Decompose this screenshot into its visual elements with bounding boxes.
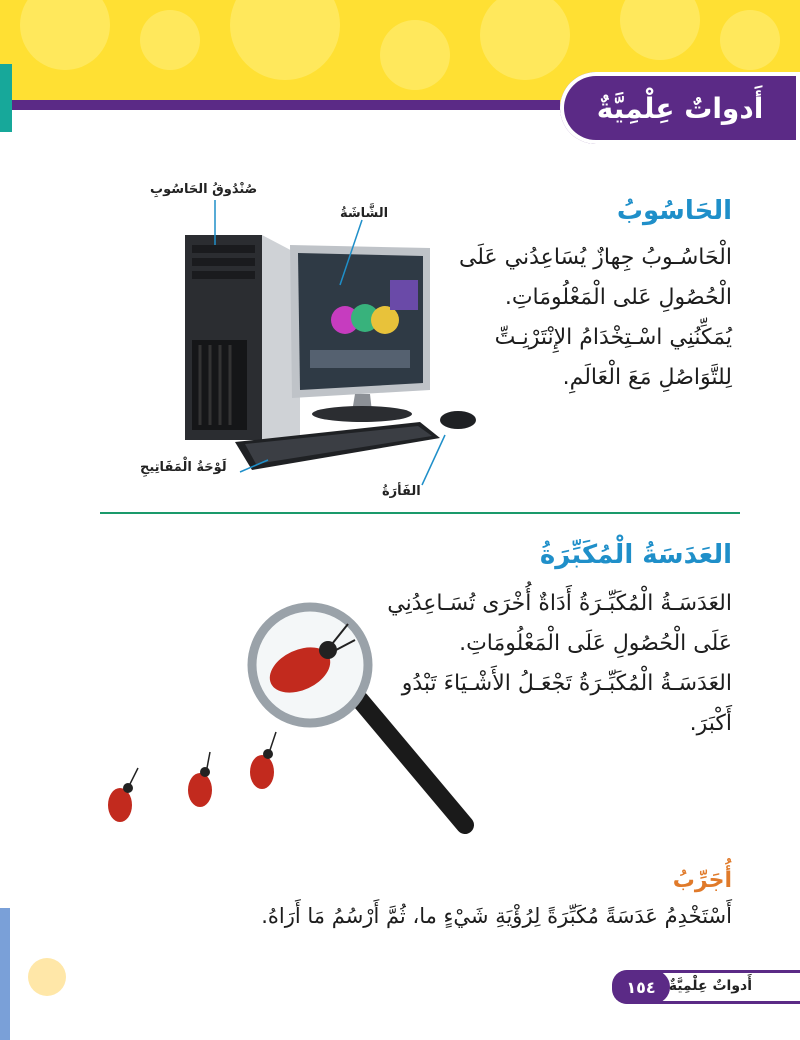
magnifier-illustration	[90, 600, 490, 840]
beetle-small	[108, 768, 138, 822]
footer-chapter-label: أَدواتٌ عِلْمِيَّةٌ	[668, 978, 752, 994]
computer-screen	[290, 245, 430, 422]
magnifier-line: العَدَسَـةُ الْمُكَبِّـرَةُ أَدَاةٌ أُخْرَى تُسَـاعِدُنِي	[387, 591, 732, 616]
computer-case-label: صُنْدُوقُ الحَاسُوبِ	[150, 182, 258, 197]
chapter-title-tab	[560, 72, 800, 144]
magnifier-heading: العَدَسَةُ الْمُكَبِّرَةُ	[539, 540, 732, 570]
try-it-text: أَسْتَخْدِمُ عَدَسَةً مُكَبِّرَةً لِرُؤْيَةِ شَيْءٍ ما، ثُمَّ أَرْسُمُ مَا أَرَاهُ.	[261, 904, 732, 928]
beetle-small	[188, 752, 212, 807]
header-stripe	[0, 100, 560, 110]
computer-screen-label: الشَّاشَةُ	[340, 206, 389, 221]
computer-line: الْحُصُولِ عَلى الْمَعْلُومَاتِ.	[504, 285, 732, 310]
page-number: ١٥٤	[612, 970, 670, 1004]
magnifying-glass	[252, 607, 465, 825]
computer-line: يُمَكِّنُنِي اسْـتِخْدَامُ الإِنْتَرْنِـتِّ	[494, 325, 732, 350]
chapter-title: أَدواتٌ عِلْمِيَّةٌ	[596, 91, 764, 125]
computer-case	[185, 235, 300, 445]
left-edge-tab	[0, 64, 12, 132]
magnifier-line: العَدَسَـةُ الْمُكَبِّـرَةُ تَجْعَـلُ الأَشْـيَاءَ تَبْدُو	[401, 671, 732, 696]
try-it-heading: أُجَرِّبُ	[672, 868, 732, 893]
publisher-logo	[28, 958, 66, 996]
section-divider	[100, 512, 740, 514]
computer-keyboard-label: لَوْحَةُ الْمَفَاتِيحِ	[140, 460, 227, 475]
computer-line: لِلتَّوَاصُلِ مَعَ الْعَالَمِ.	[562, 365, 732, 390]
beetle-small	[250, 732, 276, 789]
computer-mouse-label: الفَأرَةُ	[382, 484, 421, 499]
magnifier-line: عَلَى الْحُصُولِ عَلَى الْمَعْلُومَاتِ.	[459, 631, 732, 656]
left-edge-bar	[0, 908, 10, 1040]
computer-heading: الحَاسُوبُ	[616, 196, 732, 226]
magnifier-line: أَكْبَرَ.	[689, 711, 732, 736]
computer-mouse	[440, 411, 476, 429]
computer-line: الْحَاسُـوبُ جِهازٌ يُسَاعِدُني عَلَى	[458, 245, 732, 270]
